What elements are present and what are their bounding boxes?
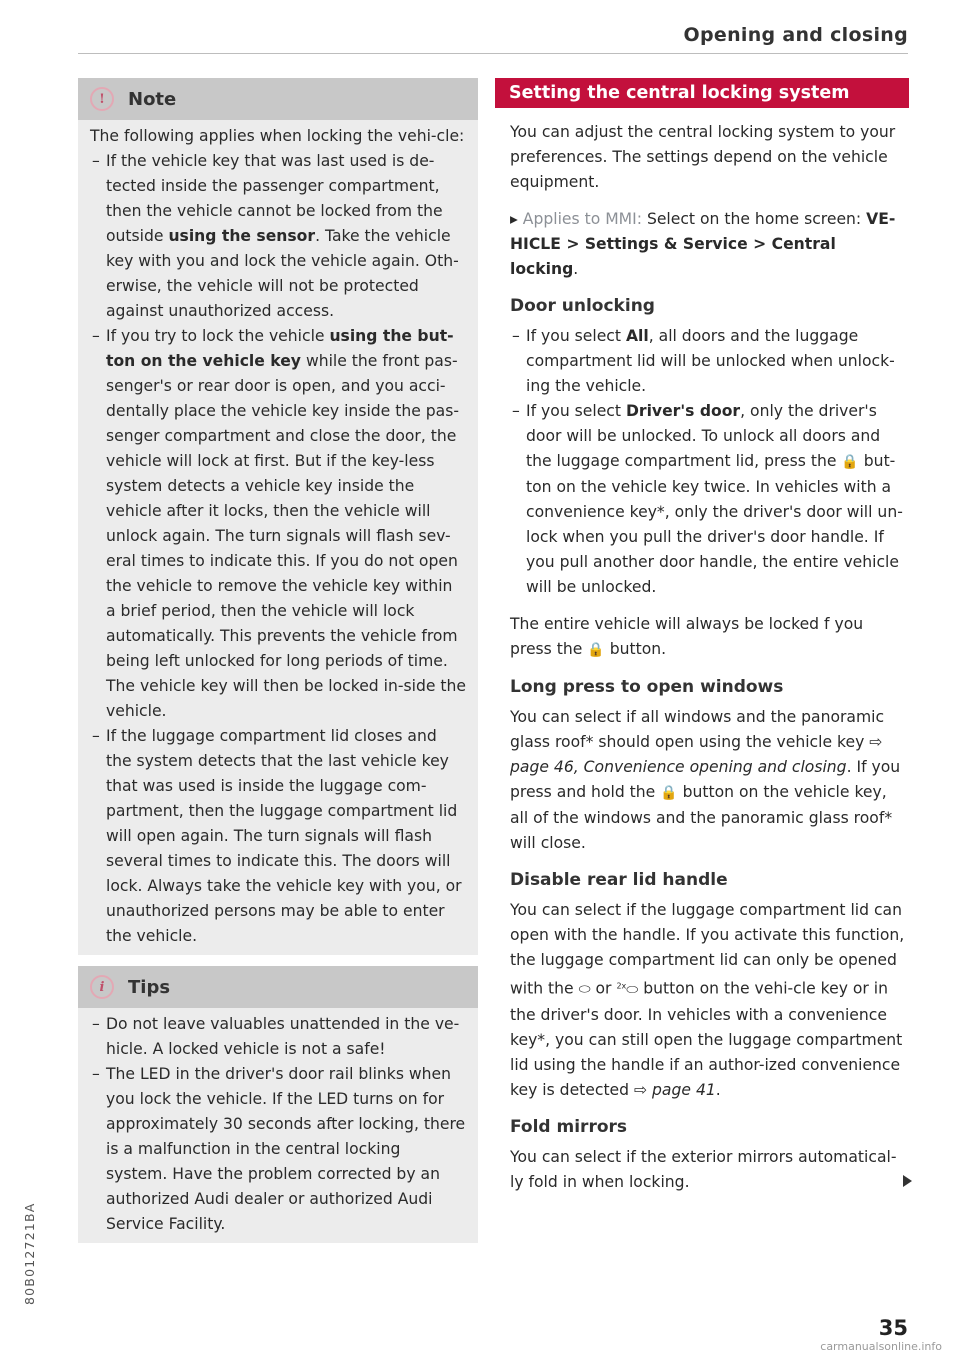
car-trunk-icon: ⬭ xyxy=(578,981,591,998)
page-number: 35 xyxy=(878,1316,908,1340)
watermark: carmanualsonline.info xyxy=(820,1340,942,1353)
note-heading: Note xyxy=(128,88,177,110)
door-unlocking-item-1-text: If you select xyxy=(526,327,626,345)
menu-path-vehicle: VE-HICLE xyxy=(510,210,896,253)
tips-heading: Tips xyxy=(128,976,171,998)
applies-line xyxy=(495,207,909,282)
note-header xyxy=(78,78,478,120)
long-press-mid: . If you press and hold the xyxy=(510,758,901,801)
door-unlocking-item-1-rest: , all doors and the luggage compartment lid will be unlocked when unlock-ing the vehicle. xyxy=(526,327,895,395)
note-body xyxy=(78,120,478,955)
page-header-title: Opening and closing xyxy=(683,24,908,46)
rear-lid-text: You can select if the luggage compartment lid can open with the handle. If you activate this function, the luggage compartment lid can only be opened with the xyxy=(510,901,905,998)
menu-path-sep-2: > xyxy=(747,235,772,253)
fold-mirrors-heading: Fold mirrors xyxy=(510,1116,628,1137)
door-unlocking-item-2-rest: but-ton on the vehicle key twice. In vehicles with a convenience key*, only the driver's door will un-lock when you pull the driver's door handle. If you pull another door handle, the entire vehicle will be unlocked. xyxy=(526,452,903,596)
tips-item-2: – The LED in the driver's door rail blinks when you lock the vehicle. If the LED turns on for approximately 30 seconds after locking, there is a malfunction in the central locking system. Have the problem corrected by an authorized Audi dealer or authorized Audi Service Facility. xyxy=(90,1062,466,1237)
fold-mirrors-text: You can select if the exterior mirrors automatical-ly fold in when locking. xyxy=(510,1147,897,1191)
menu-path-central-locking: Central locking xyxy=(510,235,836,278)
note-item-2-text: If you try to lock the vehicle xyxy=(106,327,330,345)
door-unlocking-para-text: The entire vehicle will always be locked f you press the xyxy=(510,615,864,658)
car-trunk-2x-icon xyxy=(616,982,638,998)
long-press-text: You can select if all windows and the panoramic glass roof* should open using the vehicle key xyxy=(510,708,885,751)
info-icon: i xyxy=(90,975,114,999)
note-item-1-text: If the vehicle key that was last used is de-tected inside the passenger compartment, then the vehicle cannot be locked from the outside xyxy=(106,152,443,245)
applies-text: Select on the home screen: xyxy=(641,210,867,228)
right-column xyxy=(495,78,909,1195)
door-unlocking-item-1-wrap xyxy=(495,324,909,399)
rear-lid-heading: Disable rear lid handle xyxy=(510,870,728,890)
rear-lid-para xyxy=(495,898,909,1103)
header-rule xyxy=(78,53,908,54)
rear-lid-end: . xyxy=(715,1080,721,1099)
note-item-1-bold: using the sensor xyxy=(168,227,316,245)
applies-arrow-icon: ▸ xyxy=(510,210,518,228)
note-item-1-rest: . Take the vehicle key with you and lock the vehicle again. Oth-erwise, the vehicle will not be protected against unauthorized access. xyxy=(106,227,459,320)
note-item-2 xyxy=(90,324,466,724)
page-reference-41[interactable]: ⇨ page 41 xyxy=(634,1080,716,1099)
note-item-2-rest: while the front pas-senger's or rear door is open, and you acci-dentally place the vehicle key inside the pas-senger compartment and close the door, the vehicle will lock at first. But if the key-less system detects a vehicle key inside the vehicle after it locks, then the vehicle will unlock again. The turn signals will flash sev-eral times to indicate this. If you do not open the vehicle to remove the vehicle key within a brief period, then the vehicle will lock automatically. This prevents the vehicle from being left unlocked for long periods of time. The vehicle key will then be locked in-side the vehicle. xyxy=(106,352,467,720)
tips-body xyxy=(78,1008,478,1243)
long-press-heading: Long press to open windows xyxy=(510,677,784,697)
door-unlocking-item-2 xyxy=(510,399,909,600)
door-unlocking-item-1-bold: All xyxy=(625,327,649,345)
long-press-para xyxy=(495,705,909,856)
car-trunk-glyph: ⬭ xyxy=(626,981,639,998)
page-reference-46[interactable]: ⇨ page 46, Convenience opening and closing xyxy=(510,733,883,776)
note-item-2-bold: using the but-ton on the vehicle key xyxy=(106,327,454,370)
tips-header xyxy=(78,966,478,1008)
menu-path-settings: Settings & Service xyxy=(584,235,748,253)
door-unlocking-item-2-bold: Driver's door xyxy=(625,402,741,420)
continue-arrow-icon xyxy=(903,1175,912,1187)
note-item-1 xyxy=(90,149,466,324)
lock-icon: 🔒 xyxy=(660,785,678,801)
twice-label: 2x xyxy=(616,981,627,990)
left-column xyxy=(78,78,478,1243)
rear-lid-rest: button on the vehi-cle key or in the driver's door. In vehicles with a convenience key*, you can still open the luggage compartment lid using the handle if an author-ized convenience key is detected xyxy=(510,979,903,1099)
applies-end: . xyxy=(573,260,579,278)
warning-icon: ! xyxy=(90,87,114,111)
rear-lid-or: or xyxy=(590,979,617,998)
applies-label: Applies to MMI: xyxy=(522,210,642,228)
note-box xyxy=(78,78,478,955)
document-code: 80B012721BA xyxy=(22,1202,37,1305)
door-unlocking-item-2-mid: , only the driver's door will be unlocked. To unlock all doors and the luggage compartment lid, press the xyxy=(526,402,881,470)
tips-item-1: – Do not leave valuables unattended in the ve-hicle. A locked vehicle is not a safe! xyxy=(90,1012,466,1062)
long-press-rest: button on the vehicle key, all of the windows and the panoramic glass roof* will close. xyxy=(510,783,893,852)
note-item-3: – If the luggage compartment lid closes and the system detects that the last vehicle key that was used is inside the luggage com-partment, then the luggage compartment lid will open again. The turn signals will flash several times to indicate this. The doors will lock. Always take the vehicle key with you, or unauthorized persons may be able to enter the vehicle. xyxy=(90,724,466,949)
door-unlocking-item-1 xyxy=(510,324,909,399)
section-title: Setting the central locking system xyxy=(495,78,909,108)
door-unlocking-item-2-wrap xyxy=(495,399,909,600)
door-unlocking-item-2-text: If you select xyxy=(526,402,626,420)
section-intro: You can adjust the central locking system to your preferences. The settings depend on the vehicle equipment. xyxy=(510,123,896,191)
note-intro: The following applies when locking the vehi-cle: xyxy=(90,127,465,145)
fold-mirrors-para xyxy=(495,1145,909,1195)
lock-icon: 🔒 xyxy=(587,642,605,658)
door-unlocking-para xyxy=(495,612,909,663)
tips-box xyxy=(78,966,478,1243)
menu-path-sep-1: > xyxy=(560,235,585,253)
door-unlocking-para-rest: button. xyxy=(604,640,667,658)
door-unlocking-heading: Door unlocking xyxy=(510,296,655,316)
lock-icon: 🔒 xyxy=(841,454,859,470)
